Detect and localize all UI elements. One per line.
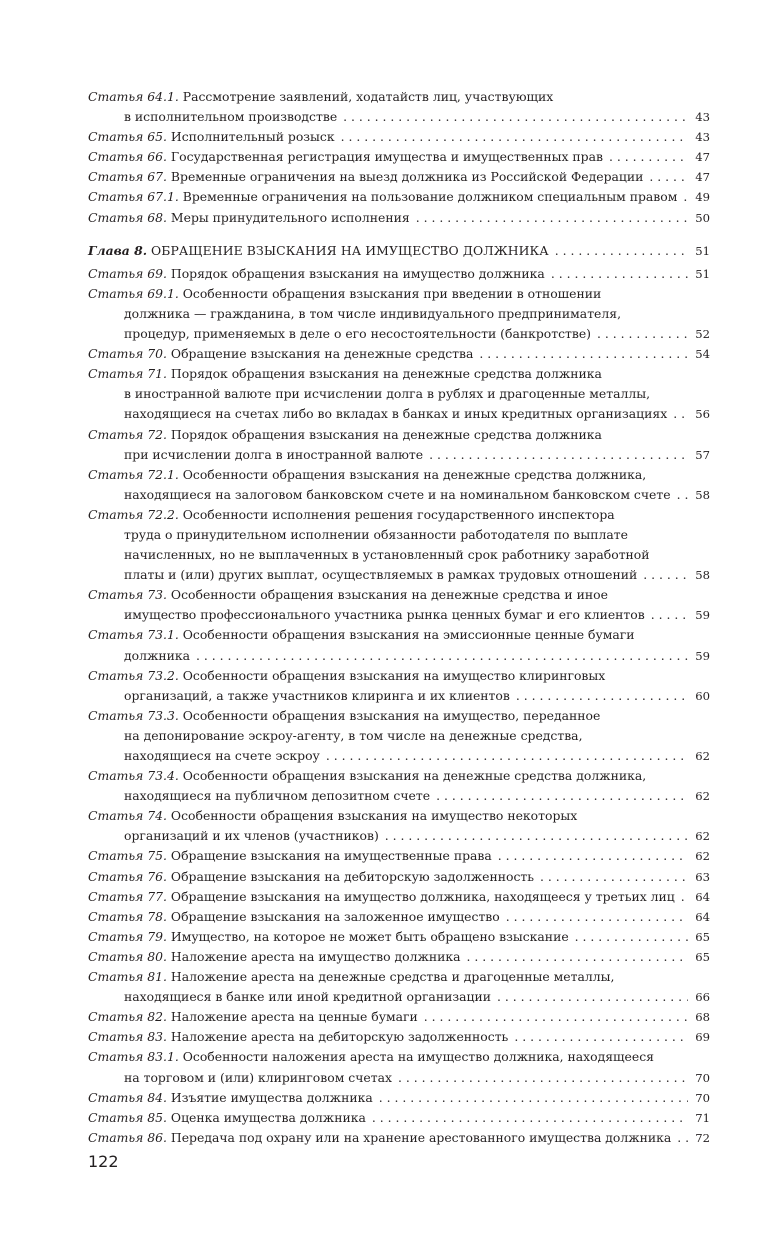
toc-entry[interactable] — [88, 1108, 710, 1128]
toc-entry-title: Особенности обращения взыскания на денежные средства должника, — [182, 768, 647, 784]
toc-entry-title: на торговом и (или) клиринговом счетах — [124, 1069, 392, 1085]
toc-page-number: 58 — [695, 568, 710, 583]
toc-line — [88, 867, 710, 887]
toc-line — [88, 485, 710, 505]
dot-leader — [597, 324, 688, 344]
toc-entry-label: Статья 78. — [88, 908, 167, 924]
toc-page-number: 43 — [695, 130, 710, 145]
toc-entry-title: находящиеся на публичном депозитном счете — [124, 788, 431, 804]
toc-page-number: 63 — [695, 869, 710, 884]
toc-entry[interactable] — [88, 187, 710, 207]
toc-line — [88, 384, 710, 404]
toc-entry-title: в иностранной валюте при исчислении долга в рублях и драгоценные металлы, — [124, 386, 651, 402]
toc-line — [88, 1108, 710, 1128]
toc-line — [88, 806, 710, 826]
toc-entry[interactable] — [88, 585, 710, 625]
toc-line — [88, 465, 710, 485]
toc-entry-label: Статья 69. — [88, 265, 167, 281]
dot-leader — [379, 1088, 688, 1108]
dot-leader — [436, 786, 688, 806]
toc-entry[interactable] — [88, 887, 710, 907]
toc-entry-label: Статья 64.1. — [88, 89, 179, 104]
toc-line — [88, 1027, 710, 1047]
toc-entry-title: Изъятие имущества должника — [170, 1089, 373, 1105]
dot-leader — [643, 565, 688, 585]
toc-entry-title: находящиеся на залоговом банковском счете и на номинальном банковском счете — [124, 486, 671, 502]
toc-entry[interactable] — [88, 927, 710, 947]
dot-leader — [429, 445, 688, 465]
toc-line — [88, 525, 710, 545]
dot-leader — [467, 947, 688, 967]
toc-line — [88, 927, 710, 947]
toc-entry[interactable] — [88, 967, 710, 1007]
toc-page-number: 70 — [695, 1070, 710, 1085]
toc-line — [88, 846, 710, 866]
toc-entry[interactable] — [88, 867, 710, 887]
spacer — [88, 228, 710, 241]
toc-line — [88, 826, 710, 846]
toc-entry-title: Обращение взыскания на имущество должника, находящееся у третьих лиц — [170, 888, 675, 904]
dot-leader — [514, 1027, 688, 1047]
toc-page-number: 64 — [695, 909, 710, 924]
toc-page-number: 51 — [695, 243, 710, 258]
toc-line — [88, 1128, 710, 1148]
toc-line — [88, 264, 710, 284]
toc-entry[interactable] — [88, 505, 710, 585]
toc-entry[interactable] — [88, 846, 710, 866]
toc-entry-label: Статья 74. — [88, 808, 167, 824]
toc-entry-title: при исчислении долга в иностранной валюте — [124, 446, 424, 462]
dot-leader — [372, 1108, 688, 1128]
toc-entry-label: Статья 81. — [88, 969, 167, 985]
toc-entry-label: Статья 67.1. — [88, 189, 179, 205]
toc-line — [88, 364, 710, 384]
toc-line — [88, 947, 710, 967]
toc-line — [88, 241, 710, 261]
toc-entry-label: Статья 72.2. — [88, 506, 179, 522]
toc-entry-label: Статья 85. — [88, 1109, 167, 1125]
toc-entry-title: Особенности обращения взыскания на имущество некоторых — [170, 808, 578, 824]
toc-line — [88, 404, 710, 424]
toc-page-number: 59 — [695, 608, 710, 623]
toc-entry[interactable] — [88, 1007, 710, 1027]
dot-leader — [540, 867, 688, 887]
toc-entry[interactable] — [88, 167, 710, 187]
toc-page-number: 65 — [695, 929, 710, 944]
dot-leader — [516, 686, 688, 706]
toc-line — [88, 766, 710, 786]
toc-entry-title: Наложение ареста на дебиторскую задолженность — [170, 1029, 509, 1045]
toc-entry-label: Статья 72. — [88, 426, 167, 442]
dot-leader — [673, 404, 688, 424]
toc-entry-title: Порядок обращения взыскания на денежные средства должника — [170, 366, 602, 382]
toc-entry-title: Оценка имущества должника — [170, 1109, 366, 1125]
toc-entry-title: Особенности обращения взыскания на эмиссионные ценные бумаги — [182, 627, 635, 643]
toc-entry-title: Порядок обращения взыскания на имущество должника — [170, 265, 545, 281]
dot-leader — [609, 147, 688, 167]
toc-entry[interactable] — [88, 625, 710, 665]
toc-entry-title: должника — [124, 647, 191, 663]
toc-line — [88, 167, 710, 187]
toc-page-number: 52 — [695, 327, 710, 342]
toc-entry-label: Статья 86. — [88, 1129, 167, 1145]
dot-leader — [343, 107, 688, 127]
toc-line — [88, 107, 710, 127]
toc-entry[interactable] — [88, 806, 710, 846]
toc-entry-title: на депонирование эскроу-агенту, в том числе на денежные средства, — [124, 727, 583, 743]
toc-page-number: 57 — [695, 447, 710, 462]
toc-entry-label: Статья 73.2. — [88, 667, 179, 683]
toc-entry-title: Обращение взыскания на денежные средства — [170, 346, 474, 362]
toc-line — [88, 208, 710, 228]
toc-line — [88, 505, 710, 525]
dot-leader — [651, 605, 688, 625]
toc-page-number: 62 — [695, 849, 710, 864]
toc-line — [88, 585, 710, 605]
toc-entry-title: Передача под охрану или на хранение арестованного имущества должника — [170, 1129, 672, 1145]
toc-line — [88, 666, 710, 686]
toc-entry-label: Статья 75. — [88, 848, 167, 864]
toc-entry-title: процедур, применяемых в деле о его несостоятельности (банкротстве) — [124, 326, 592, 342]
toc-page-number: 68 — [695, 1010, 710, 1025]
dot-leader — [506, 907, 688, 927]
toc-entry-title: платы и (или) других выплат, осуществляемых в рамках трудовых отношений — [124, 567, 638, 583]
toc-line — [88, 967, 710, 987]
toc-entry-title: начисленных, но не выплаченных в установленный срок работнику заработной — [124, 547, 650, 563]
toc-page-number: 65 — [695, 949, 710, 964]
toc-entry[interactable] — [88, 1027, 710, 1047]
dot-leader — [341, 127, 688, 147]
toc-entry-label: Статья 70. — [88, 346, 167, 362]
toc-page-number: 70 — [695, 1090, 710, 1105]
toc-entry-label: Статья 83.1. — [88, 1049, 179, 1065]
toc-page-number: 62 — [695, 829, 710, 844]
dot-leader — [479, 344, 688, 364]
dot-leader — [681, 887, 688, 907]
toc-line — [88, 187, 710, 207]
dot-leader — [677, 485, 688, 505]
toc-entry[interactable] — [88, 364, 710, 424]
toc-entry-title: Обращение взыскания на имущественные права — [170, 848, 492, 864]
toc-entry[interactable] — [88, 284, 710, 344]
toc-chapter[interactable] — [88, 241, 710, 261]
toc-page-number: 66 — [695, 990, 710, 1005]
toc-entry-title: Временные ограничения на пользование должником специальным правом — [182, 189, 678, 205]
toc-entry-label: Статья 67. — [88, 169, 167, 185]
toc-entry-title: находящиеся на счетах либо во вкладах в банках и иных кредитных организациях — [124, 406, 668, 422]
toc-entry[interactable] — [88, 465, 710, 505]
toc-page-number: 49 — [695, 190, 710, 205]
toc-entry-title: организаций и их членов (участников) — [124, 828, 379, 844]
toc-entry-title: находящиеся на счете эскроу — [124, 748, 320, 763]
toc-line — [88, 127, 710, 147]
toc-entry-title: Особенности обращения взыскания на имущество клиринговых — [182, 667, 606, 683]
toc-line — [88, 1068, 710, 1088]
toc-line — [88, 1047, 710, 1067]
dot-leader — [424, 1007, 688, 1027]
toc-line — [88, 786, 710, 806]
toc-entry-title: в исполнительном производстве — [124, 109, 338, 125]
dot-leader — [555, 241, 688, 261]
toc-page-number: 64 — [695, 889, 710, 904]
toc-entry-label: Статья 66. — [88, 149, 167, 165]
toc-line — [88, 605, 710, 625]
dot-leader — [551, 264, 688, 284]
toc-page-number: 58 — [695, 487, 710, 502]
toc-entry-label: Статья 84. — [88, 1089, 167, 1105]
toc-page-number: 50 — [695, 210, 710, 225]
toc-entry-label: Статья 73. — [88, 587, 167, 603]
toc-entry-title: должника — гражданина, в том числе индивидуального предпринимателя, — [124, 305, 622, 321]
toc-line — [88, 87, 710, 107]
dot-leader — [398, 1068, 688, 1088]
toc-page-number: 51 — [695, 266, 710, 281]
toc-line — [88, 987, 710, 1007]
toc-entry-title: Наложение ареста на денежные средства и драгоценные металлы, — [170, 969, 615, 985]
table-of-contents — [88, 87, 710, 1148]
toc-line — [88, 686, 710, 706]
dot-leader — [683, 187, 688, 207]
toc-entry-label: Статья 71. — [88, 366, 167, 382]
toc-line — [88, 425, 710, 445]
toc-line — [88, 1007, 710, 1027]
toc-entry-label: Статья 77. — [88, 888, 167, 904]
toc-page-number: 47 — [695, 150, 710, 165]
toc-entry-title: находящиеся в банке или иной кредитной организации — [124, 989, 491, 1005]
dot-leader — [677, 1128, 688, 1148]
dot-leader — [416, 208, 688, 228]
toc-entry-label: Статья 76. — [88, 868, 167, 884]
dot-leader — [196, 646, 688, 666]
toc-entry-label: Статья 73.1. — [88, 627, 179, 643]
toc-entry[interactable] — [88, 1088, 710, 1108]
toc-entry[interactable] — [88, 87, 710, 127]
toc-entry-label: Статья 82. — [88, 1009, 167, 1025]
toc-line — [88, 147, 710, 167]
toc-page-number: 47 — [695, 170, 710, 185]
toc-entry[interactable] — [88, 425, 710, 465]
dot-leader — [497, 987, 688, 1007]
dot-leader — [649, 167, 688, 187]
toc-line — [88, 746, 710, 766]
toc-entry-title: Особенности обращения взыскания на денежные средства должника, — [182, 466, 647, 482]
toc-page-number: 72 — [695, 1130, 710, 1145]
toc-entry[interactable] — [88, 344, 710, 364]
toc-entry-title: Особенности обращения взыскания на имущество, переданное — [182, 707, 601, 723]
toc-entry-title: Меры принудительного исполнения — [170, 209, 410, 225]
toc-entry-title: Порядок обращения взыскания на денежные средства должника — [170, 426, 602, 442]
toc-line — [88, 646, 710, 666]
toc-line — [88, 726, 710, 746]
dot-leader — [385, 826, 688, 846]
toc-entry[interactable] — [88, 208, 710, 228]
toc-entry-title: Обращение взыскания на дебиторскую задолженность — [170, 868, 535, 884]
toc-entry-title: Особенности исполнения решения государственного инспектора — [182, 506, 615, 522]
toc-entry-label: Статья 73.4. — [88, 768, 179, 784]
toc-line — [88, 1088, 710, 1108]
toc-line — [88, 625, 710, 645]
toc-entry-title: имущество профессионального участника рынка ценных бумаг и его клиентов — [124, 607, 645, 623]
toc-entry-label: Статья 80. — [88, 948, 167, 964]
toc-entry[interactable] — [88, 1047, 710, 1087]
toc-entry[interactable] — [88, 766, 710, 806]
toc-entry[interactable] — [88, 947, 710, 967]
dot-leader — [326, 746, 688, 766]
toc-entry-title: ОБРАЩЕНИЕ ВЗЫСКАНИЯ НА ИМУЩЕСТВО ДОЛЖНИКА — [151, 242, 549, 258]
toc-line — [88, 445, 710, 465]
toc-entry[interactable] — [88, 1128, 710, 1148]
toc-entry-title: Имущество, на которое не может быть обращено взыскание — [170, 928, 569, 944]
toc-entry-label: Статья 79. — [88, 928, 167, 944]
toc-entry[interactable] — [88, 127, 710, 147]
toc-entry-label: Статья 69.1. — [88, 285, 179, 301]
toc-entry[interactable] — [88, 907, 710, 927]
dot-leader — [498, 846, 688, 866]
toc-entry[interactable] — [88, 706, 710, 766]
toc-page-number: 56 — [695, 407, 710, 422]
toc-line — [88, 344, 710, 364]
dot-leader — [575, 927, 688, 947]
page-number: 122 — [88, 1152, 119, 1171]
toc-entry-label: Статья 73.3. — [88, 707, 179, 723]
toc-entry-title: Временные ограничения на выезд должника из Российской Федерации — [170, 169, 644, 185]
toc-page-number: 62 — [695, 749, 710, 763]
toc-entry-title: Наложение ареста на имущество должника — [170, 948, 461, 964]
toc-entry-title: Наложение ареста на ценные бумаги — [170, 1009, 418, 1025]
toc-entry-title: Государственная регистрация имущества и имущественных прав — [170, 149, 603, 165]
toc-page-number: 59 — [695, 648, 710, 663]
toc-line — [88, 706, 710, 726]
toc-line — [88, 324, 710, 344]
toc-entry-title: Особенности наложения ареста на имущество должника, находящееся — [182, 1049, 654, 1065]
toc-entry[interactable] — [88, 147, 710, 167]
toc-page-number: 71 — [695, 1110, 710, 1125]
toc-line — [88, 565, 710, 585]
toc-page-number: 54 — [695, 347, 710, 362]
toc-line — [88, 887, 710, 907]
toc-entry-title: Обращение взыскания на заложенное имущество — [170, 908, 500, 924]
toc-page-number: 62 — [695, 789, 710, 804]
toc-line — [88, 304, 710, 324]
toc-entry-title: труда о принудительном исполнении обязанности работодателя по выплате — [124, 526, 628, 542]
toc-entry-title: Рассмотрение заявлений, ходатайств лиц, участвующих — [182, 89, 554, 104]
toc-entry-title: Особенности обращения взыскания при введении в отношении — [182, 285, 602, 301]
toc-entry[interactable] — [88, 264, 710, 284]
toc-entry-title: Исполнительный розыск — [170, 129, 335, 145]
toc-entry-title: Особенности обращения взыскания на денежные средства и иное — [170, 587, 608, 603]
toc-entry[interactable] — [88, 666, 710, 706]
toc-entry-label: Статья 68. — [88, 209, 167, 225]
toc-page-number: 69 — [695, 1030, 710, 1045]
toc-line — [88, 545, 710, 565]
toc-page-number: 60 — [695, 688, 710, 703]
toc-entry-label: Статья 72.1. — [88, 466, 179, 482]
toc-entry-title: организаций, а также участников клиринга и их клиентов — [124, 687, 510, 703]
toc-entry-label: Глава 8. — [88, 242, 148, 258]
toc-entry-label: Статья 65. — [88, 129, 167, 145]
toc-page-number: 43 — [695, 110, 710, 125]
toc-line — [88, 907, 710, 927]
toc-entry-label: Статья 83. — [88, 1029, 167, 1045]
toc-line — [88, 284, 710, 304]
